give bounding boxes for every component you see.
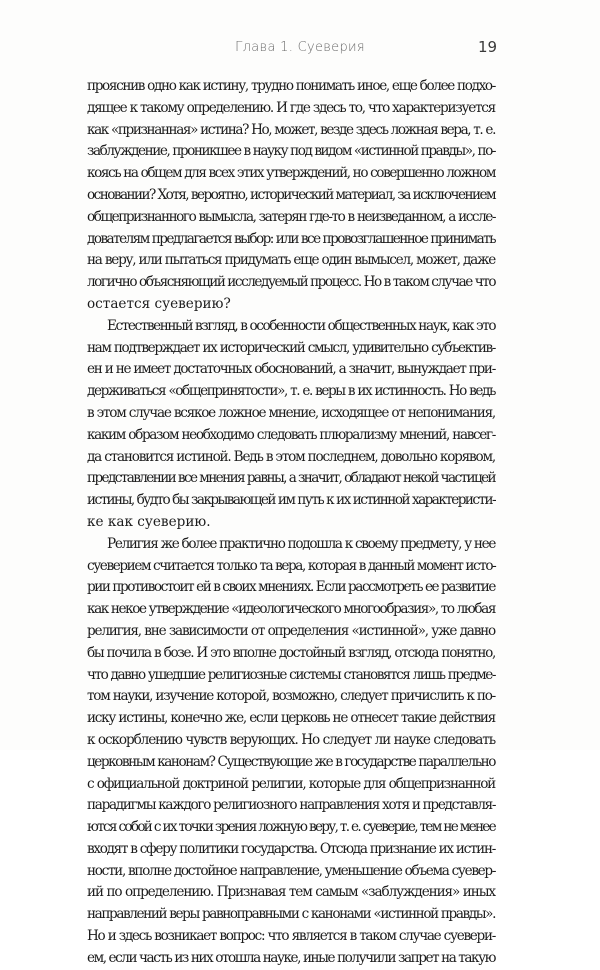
text-line: представлении все мнения равны, а значит, обладают некой частицей [87,470,495,487]
text-line: что давно ушедшие религиозные системы становятся лишь предме- [87,666,495,683]
text-line: дящее к такому определению. И где здесь то, что характеризуется [87,99,495,116]
text-line: основании? Хотя, вероятно, исторический материал, за исключением [87,186,495,203]
text-line: ются собой с их точки зрения ложную веру, т. е. суеверие, тем не менее [87,819,495,836]
text-line: ий по определению. Признавая тем самым «заблуждения» иных [87,884,495,901]
text-line: парадигмы каждого религиозного направления хотя и представля- [87,797,496,814]
chapter-title: Глава 1. Суеверия [235,40,365,55]
text-line: в этом случае всякое ложное мнение, исходящее от непонимания, [87,404,495,421]
text-line: рии противостоит ей в своих мнениях. Если рассмотреть ее развитие [87,579,495,596]
text-line: том науки, изучение которой, возможно, следует причислить к по- [87,688,495,705]
text-line: коясь на общем для всех этих утверждений, но совершенно ложном [87,165,495,182]
text-line: держиваться «общепринятости», т. е. веры в их истинность. Но ведь [87,383,495,400]
text-line: прояснив одно как истину, трудно понимать иное, еще более подхо- [87,78,495,94]
text-line: к оскорблению чувств верующих. Но следует ли науке следовать [87,731,495,748]
text-line: религия, вне зависимости от определения «истинной», уже давно [87,622,495,639]
paragraph-start-line: Религия же более практично подошла к своему предмету, у нее [107,535,496,552]
page-number: 19 [478,38,498,56]
body-text [87,76,495,970]
text-line: логично объясняющий исследуемый процесс. Но в таком случае что [87,274,496,291]
text-line: Но и здесь возникает вопрос: что является в таком случае суевери- [87,928,495,945]
text-line: бы почила в бозе. И это вполне достойный взгляд, отсюда понятно, [87,644,495,661]
text-line: иску истины, конечно же, если церковь не отнесет такие действия [87,710,495,727]
text-line: церковным канонам? Существующие же в государстве параллельно [87,753,495,770]
running-header [0,38,600,60]
paragraph-start-line: Естественный взгляд, в особенности общественных наук, как это [107,317,496,334]
text-line: направлений веры равноправными с канонами «истинной правды». [87,906,495,923]
text-line: каким образом необходимо следовать плюрализму мнений, навсег- [87,426,495,443]
text-line: ем, если часть из них отошла науке, иные получили запрет на такую [87,949,495,966]
text-line: на веру, или пытаться придумать еще один вымысел, может, даже [87,252,495,269]
paragraph-end-line: остается суеверию? [87,295,231,312]
text-line: ности, вполне достойное направление, уменьшение объема суевер- [87,862,496,879]
text-line: общепризнанного вымысла, затерян где-то в неизведанном, а иссле- [87,208,495,225]
text-line: как некое утверждение «идеологического многообразия», то любая [87,601,495,618]
text-line: заблуждение, проникшее в науку под видом «истинной правды», по- [87,143,495,160]
text-line: нам подтверждает их исторический смысл, удивительно субъектив- [87,339,495,356]
text-line: суеверием считается только та вера, которая в данный момент исто- [87,557,496,574]
text-line: с официальной доктриной религии, которые для общепризнанной [87,775,495,792]
text-line: как «признанная» истина? Но, может, везде здесь ложная вера, т. е. [87,121,495,138]
text-line: истины, будто бы закрывающей им путь к их истинной характеристи- [87,492,495,509]
text-line: да становится истиной. Ведь в этом последнем, довольно корявом, [87,448,495,465]
paragraph-end-line: ке как суеверию. [87,513,211,530]
text-line: дователям предлагается выбор: или все провозглашенное принимать [87,230,495,247]
text-line: входят в сферу политики государства. Отсюда признание их истин- [87,840,495,857]
text-line: ен и не имеет достаточных обоснований, а значит, вынуждает при- [87,361,495,378]
